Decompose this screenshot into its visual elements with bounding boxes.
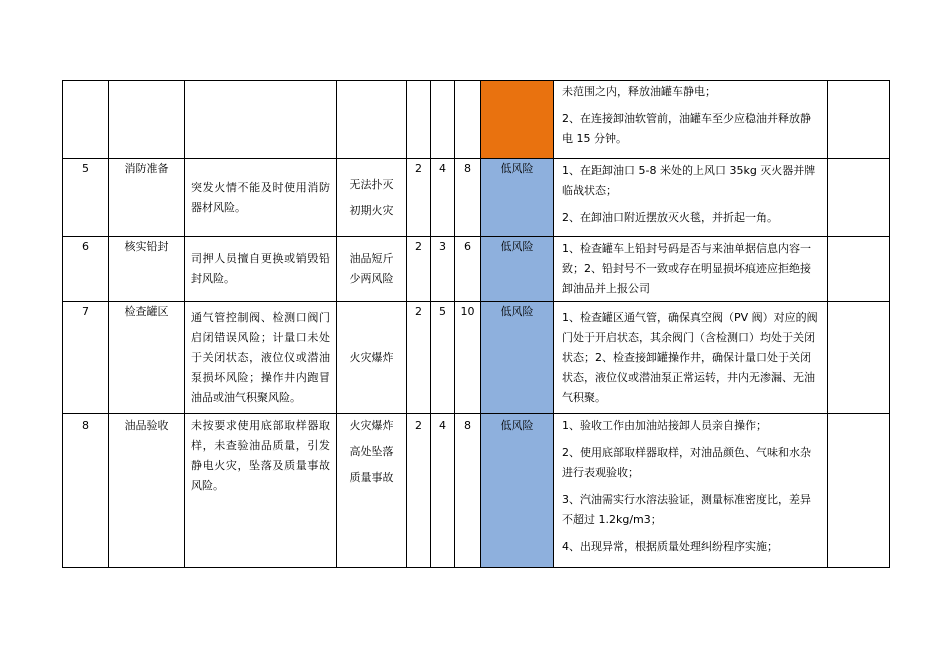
consequence-item: 火灾爆炸: [349, 350, 394, 364]
consequence-cell: [337, 237, 407, 302]
step-name: 油品验收: [109, 414, 185, 568]
step-name: 检查罐区: [109, 302, 185, 414]
consequence-cell: [337, 414, 407, 568]
measure-item: 1、在距卸油口 5-8 米处的上风口 35kg 灭火器并牌临战状态；: [562, 164, 816, 197]
table-row: [63, 159, 890, 237]
measure-item: 2、在连接卸油软管前，油罐车至少应稳油并释放静电 15 分钟。: [562, 112, 811, 145]
measures-cell: [554, 159, 828, 237]
consequence-item: 高处坠落: [349, 445, 394, 458]
measures-cell: [554, 302, 828, 414]
severity-cell: 5: [431, 302, 455, 414]
row-number: 5: [63, 159, 109, 237]
likelihood-cell: 2: [407, 159, 431, 237]
row-number: 8: [63, 414, 109, 568]
hazard-cell: [185, 414, 337, 568]
risk-score-cell: 8: [455, 159, 481, 237]
step-name: 消防准备: [109, 159, 185, 237]
severity-cell: 4: [431, 414, 455, 568]
measure-item: 1、检查罐车上铅封号码是否与来油单据信息内容一致；2、铅封号不一致或存在明显损坏痕迹应拒绝接卸油品并上报公司: [562, 242, 811, 295]
risk-level-cell: 低风险: [481, 414, 554, 568]
measure-item: 未范围之内，释放油罐车静电；: [562, 85, 716, 98]
consequence-cell: [337, 81, 407, 159]
consequence-cell: [337, 302, 407, 414]
remarks-cell: [828, 81, 890, 159]
consequence-item: 无法扑灭: [349, 177, 394, 191]
measures-cell: [554, 237, 828, 302]
row-number: 6: [63, 237, 109, 302]
risk-level-cell: 低风险: [481, 302, 554, 414]
hazard-text: 未按要求使用底部取样器取样，未查验油品质量，引发静电火灾，坠落及质量事故风险。: [191, 419, 330, 492]
consequence-cell: [337, 159, 407, 237]
hazard-text: 通气管控制阀、检测口阀门启闭错误风险；计量口未处于关闭状态，液位仪或潜油泵损坏风险；操作井内跑冒油品或油气积聚风险。: [191, 310, 330, 404]
table-row: [63, 237, 890, 302]
severity-cell: [431, 81, 455, 159]
measure-item: 1、检查罐区通气管，确保真空阀（PV 阀）对应的阀门处于开启状态，其余阀门（含检测口）均处于关闭状态；2、检查接卸罐操作井，确保计量口处于关闭状态，液位仪或潜油泵正常运转，井内无渗漏、无油气积聚。: [562, 310, 818, 404]
table-row: [63, 81, 890, 159]
likelihood-cell: [407, 81, 431, 159]
measure-item: 3、汽油需实行水溶法验证，测量标准密度比，差异不超过 1.2kg/m3；: [562, 493, 811, 526]
consequence-item: 油品短斤: [349, 252, 394, 265]
measures-cell: [554, 81, 828, 159]
consequence-item: 初期火灾: [349, 203, 394, 217]
hazard-cell: [185, 159, 337, 237]
hazard-text: 突发火情不能及时使用消防器材风险。: [191, 180, 330, 214]
remarks-cell: [828, 237, 890, 302]
consequence-item: 火灾爆炸: [349, 419, 394, 432]
likelihood-cell: 2: [407, 237, 431, 302]
table-row: [63, 302, 890, 414]
risk-score-cell: 8: [455, 414, 481, 568]
remarks-cell: [828, 414, 890, 568]
consequence-item: 质量事故: [349, 471, 394, 484]
risk-score-cell: [455, 81, 481, 159]
hazard-cell: [185, 302, 337, 414]
risk-assessment-table: [62, 80, 890, 568]
severity-cell: 3: [431, 237, 455, 302]
row-number: [63, 81, 109, 159]
severity-cell: 4: [431, 159, 455, 237]
risk-level-cell: 低风险: [481, 159, 554, 237]
risk-level-cell: [481, 81, 554, 159]
measure-item: 2、在卸油口附近摆放灭火毯，并折起一角。: [562, 211, 778, 224]
risk-level-cell: 低风险: [481, 237, 554, 302]
table-row: [63, 414, 890, 568]
step-name: 核实铅封: [109, 237, 185, 302]
likelihood-cell: 2: [407, 414, 431, 568]
hazard-text: 司押人员擅自更换或销毁铅封风险。: [191, 252, 330, 285]
risk-score-cell: 10: [455, 302, 481, 414]
row-number: 7: [63, 302, 109, 414]
hazard-cell: [185, 237, 337, 302]
step-name: [109, 81, 185, 159]
likelihood-cell: 2: [407, 302, 431, 414]
remarks-cell: [828, 159, 890, 237]
consequence-item: 少两风险: [349, 272, 394, 285]
hazard-cell: [185, 81, 337, 159]
risk-score-cell: 6: [455, 237, 481, 302]
measures-cell: [554, 414, 828, 568]
measure-item: 1、验收工作由加油站接卸人员亲自操作；: [562, 419, 767, 432]
remarks-cell: [828, 302, 890, 414]
measure-item: 4、出现异常，根据质量处理纠纷程序实施；: [562, 540, 778, 553]
measure-item: 2、使用底部取样器取样，对油品颜色、气味和水杂进行表观验收；: [562, 446, 811, 479]
